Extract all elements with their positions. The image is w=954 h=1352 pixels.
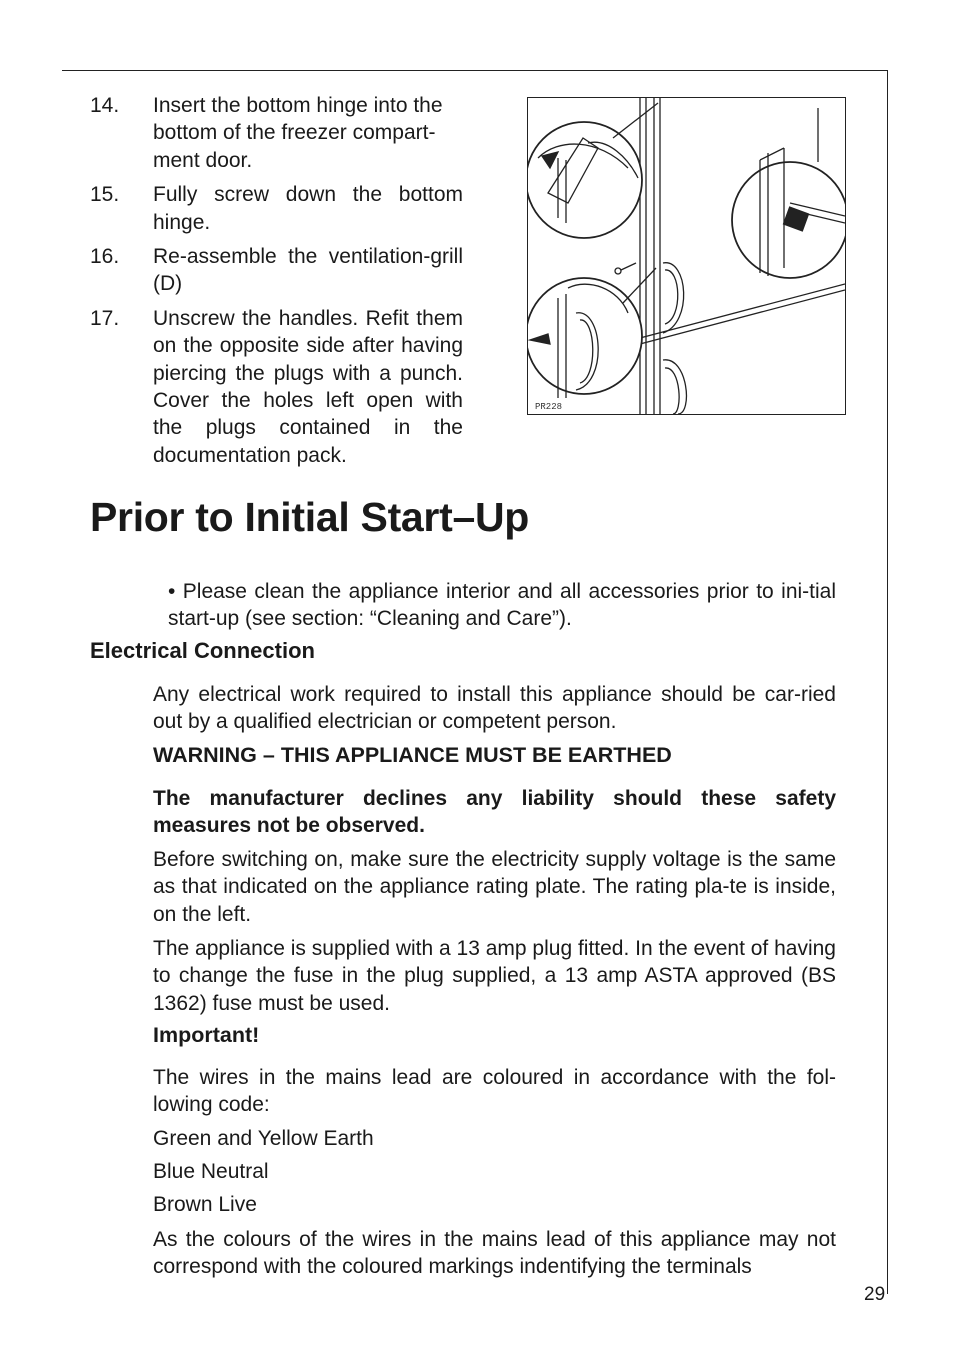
step-16 <box>90 243 463 298</box>
step-text: Re-assemble the ventilation-grill (D) <box>153 245 463 296</box>
step-15 <box>90 181 463 236</box>
wire-live: Brown Live <box>153 1193 257 1216</box>
hinge-handle-illustration <box>527 97 846 415</box>
electrical-connection-heading: Electrical Connection <box>90 638 315 663</box>
fridge-door-diagram <box>528 98 845 414</box>
terminal-colours-paragraph: As the colours of the wires in the mains lead of this appliance may not correspond with the coloured markings indentifying the terminals <box>153 1228 836 1279</box>
step-number: 16. <box>90 245 120 269</box>
cleaning-note: • Please clean the appliance interior and all accessories prior to ini-tial start-up (see section: “Cleaning and Care”). <box>168 580 836 631</box>
step-text: Unscrew the handles. Refit them on the opposite side after having piercing the plugs with a punch. Cover the holes left open with the plugs contained in the documentation pack. <box>153 306 463 467</box>
page-number: 29 <box>864 1284 886 1305</box>
wire-earth: Green and Yellow Earth <box>153 1127 374 1150</box>
installation-steps <box>90 92 463 476</box>
earthed-warning: WARNING – THIS APPLIANCE MUST BE EARTHED <box>153 743 672 767</box>
step-number: 15. <box>90 183 120 207</box>
step-number: 17. <box>90 306 120 330</box>
step-number: 14. <box>90 94 120 117</box>
step-text: Fully screw down the bottom hinge. <box>153 183 463 234</box>
plug-fuse-paragraph: The appliance is supplied with a 13 amp plug fitted. In the event of having to change the fuse in the plug supplied, a 13 amp ASTA approved (BS 1362) fuse must be used. <box>153 937 836 1015</box>
important-heading: Important! <box>153 1023 260 1047</box>
liability-statement: The manufacturer declines any liability should these safety measures not be observed. <box>153 787 836 838</box>
step-17 <box>90 305 463 469</box>
voltage-paragraph: Before switching on, make sure the electricity supply voltage is the same as that indicated on the appliance rating plate. The rating pla-te is inside, on the left. <box>153 848 836 926</box>
step-text: Insert the bottom hinge into the bottom of the freezer compart-ment door. <box>153 94 443 172</box>
electrician-paragraph: Any electrical work required to install this appliance should be car-ried out by a qualified electrician or competent person. <box>153 683 836 734</box>
step-14 <box>90 92 463 174</box>
wire-colour-intro: The wires in the mains lead are coloured in accordance with the fol-lowing code: <box>153 1066 836 1117</box>
wire-neutral: Blue Neutral <box>153 1160 269 1183</box>
top-rule <box>62 70 888 71</box>
right-margin-rule <box>887 70 888 1294</box>
figure-code: PR228 <box>535 402 563 412</box>
page-title: Prior to Initial Start–Up <box>90 494 529 540</box>
